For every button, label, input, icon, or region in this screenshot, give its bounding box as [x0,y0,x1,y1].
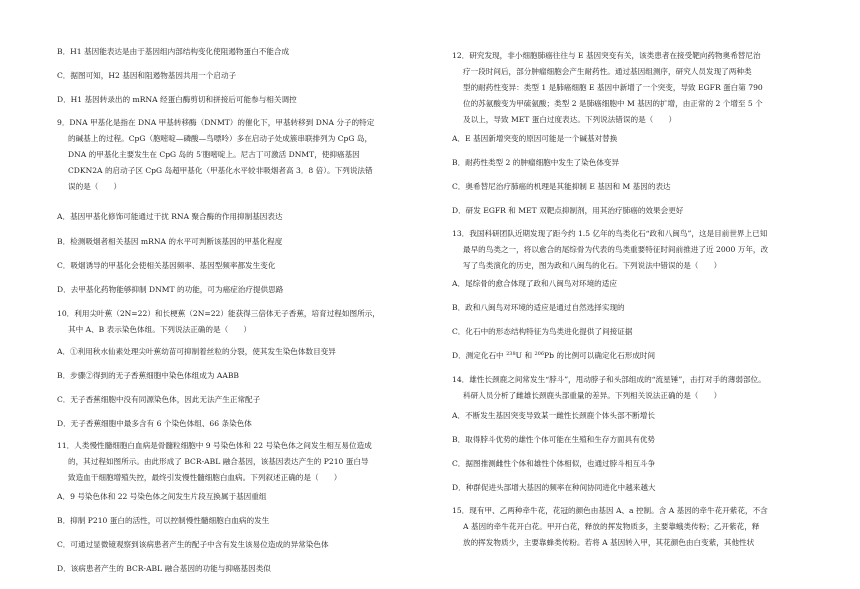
q11-option-c: C．可通过显微镜观察到该病患者产生的配子中含有发生该易位造成的异常染色体 [57,540,329,549]
q15-stem: 15．现有甲、乙两种牵牛花，花冠的颜色由基因 A、a 控制。含 A 基因的牵牛花开紫花，不含 A 基因的牵牛花开白花。甲开白花，释放的挥发物质多，主要靠蛾类传粉；乙开紫花，释 放的挥发物质少，主要靠蜂类传粉。若将 A 基因转入甲，其花颜色由白变紫，其他性状 [452,506,768,547]
q10-option-a: A．①利用秋水仙素处理尖叶蕉幼苗可抑制着丝粒的分裂，使其发生染色体数目变异 [57,347,336,356]
q12-option-b: B．耐药性类型 2 的肿瘤细胞中发生了染色体变异 [452,158,620,167]
q11-option-d: D．该病患者产生的 BCR-ABL 融合基因的功能与抑癌基因类似 [57,564,271,573]
q10-option-d: D．无子香蕉细胞中最多含有 6 个染色体组、66 条染色体 [57,419,252,428]
q14-option-a: A．不断发生基因突变导致某一雌性长颈鹿个体头部不断增长 [452,411,655,420]
q9-option-c: C．吸烟诱导的甲基化会使相关基因频率、基因型频率都发生变化 [57,261,276,270]
q8-option-d: D．H1 基因转录出的 mRNA 经蛋白酶剪切和拼接后可能参与相关调控 [57,95,297,104]
q13-d-text-2: U 和 [515,351,533,360]
q13-d-text-3: Pb 的比例可以确定化石形成时间 [544,351,656,360]
q12-option-a: A．E 基因新增突变的原因可能是一个碱基对替换 [452,134,618,143]
q11-stem: 11．人类慢性髓细胞白血病是骨髓粒细胞中 9 号染色体和 22 号染色体之间发生相互易位造成 的，其过程如图所示。由此形成了 BCR-ABL 融合基因，该基因表达产生的 P210 蛋白导 致造血干细胞增殖失控，最终引发慢性髓细胞白血病。下列叙述正确的是（ ） [57,441,372,482]
q8-option-b: B．H1 基因能表达是由于基因组内部结构变化使阻遏物蛋白不能合成 [57,47,290,56]
q14-option-d: D．种群促进头部增大基因的频率在种间协同进化中越来越大 [452,483,656,492]
q13-option-d [452,350,806,361]
q14-option-c: C．据图推测雌性个体和雄性个体相似，也通过脖斗相互斗争 [452,459,656,468]
q14-option-b: B．取得脖斗优势的雄性个体可能在生殖和生存方面具有优势 [452,435,656,444]
q13-option-c: C．化石中的形态结构特征为鸟类进化提供了间接证据 [452,327,633,336]
q12-option-c: C．奥希替尼治疗肺癌的机理是其能抑制 E 基因和 M 基因的表达 [452,182,671,191]
q9-option-d: D．去甲基化药物能够抑制 DNMT 的功能，可为癌症治疗提供思路 [57,285,284,294]
u238-superscript: 238 [506,351,516,357]
q11-option-b: B．抑制 P210 蛋白的活性，可以控制慢性髓细胞白血病的发生 [57,516,270,525]
q13-option-a: A．尾综骨的愈合体现了政和八闽鸟对环境的适应 [452,279,617,288]
q12-option-d: D．研发 EGFR 和 MET 双靶点抑制剂，用其治疗肺癌的效果会更好 [452,206,684,215]
q11-option-a: A．9 号染色体和 22 号染色体之间发生片段互换属于基因重组 [57,492,267,501]
q10-option-c: C．无子香蕉细胞中没有同源染色体，因此无法产生正常配子 [57,395,261,404]
q9-stem: 9．DNA 甲基化是指在 DNA 甲基转移酶（DNMT）的催化下，甲基转移到 DNA 分子的特定 的碱基上的过程。CpG（胞嘧啶—磷酸—鸟嘌呤）多在启动子处成簇串联排列为 CpG 岛， DNA 的甲基化主要发生在 CpG 岛的 5′胞嘧啶上。尼古丁可激活 DNMT，使抑癌基因 CDKN2A 的启动子区 CpG 岛超甲基化（甲基化水平较非吸烟者高 3．8 倍）。下列说法错 误的是（ ） [57,118,375,191]
q9-option-a: A．基因甲基化修饰可能通过干扰 RNA 聚合酶的作用抑制基因表达 [57,212,283,221]
q9-option-b: B．检测吸烟者相关基因 mRNA 的水平可判断该基因的甲基化程度 [57,237,283,246]
q12-stem: 12．研究发现，非小细胞肺癌往往与 E 基因突变有关，该类患者在接受靶向药物奥希替尼治 疗一段时间后，部分肿瘤细胞会产生耐药性。通过基因组测序，研究人员发现了两种类 型的耐药性变异：类型 1 是肺癌细胞 E 基因中新增了一个突变，导致 EGFR 蛋白第 790 位的苏氨酸变为甲硫氨酸；类型 2 是肺癌细胞中 M 基因的扩增，由正常的 2 个增至 5 个 及以上，导致 MET 蛋白过度表达。下列说法错误的是（ ） [452,51,763,124]
q13-option-b: B．政和八闽鸟对环境的适应是通过自然选择实现的 [452,303,625,312]
q13-d-text-1: D．测定化石中 [452,351,504,360]
q8-option-c: C．据图可知，H2 基因和阻遏物基因共用一个启动子 [57,71,237,80]
q14-stem: 14．雄性长颈鹿之间常发生“脖斗”，甩动脖子和头部组成的“流星锤”，击打对手的薄弱部位。 科研人员分析了雌雄长颈鹿头部重量的差异。下列相关说法正确的是（ ） [452,375,766,400]
q10-option-b: B．步骤②得到的无子香蕉细胞中染色体组成为 AABB [57,371,239,380]
q10-stem: 10．利用尖叶蕉（2N=22）和长梗蕉（2N=22）能获得三倍体无子香蕉，培育过程如图所示， 其中 A、B 表示染色体组。下列说法正确的是（ ） [57,309,380,334]
pb206-superscript: 206 [534,351,545,357]
q13-stem: 13．我国科研团队近期发现了距今约 1.5 亿年的鸟类化石“政和八闽鸟”，这是目前世界上已知 最早的鸟类之一，将以愈合的尾综骨为代表的鸟类重要特征时间前推进了近 2000 万年，改 写了鸟类演化的历史，图为政和八闽鸟的化石。下列说法中错误的是（ ） [452,229,769,270]
